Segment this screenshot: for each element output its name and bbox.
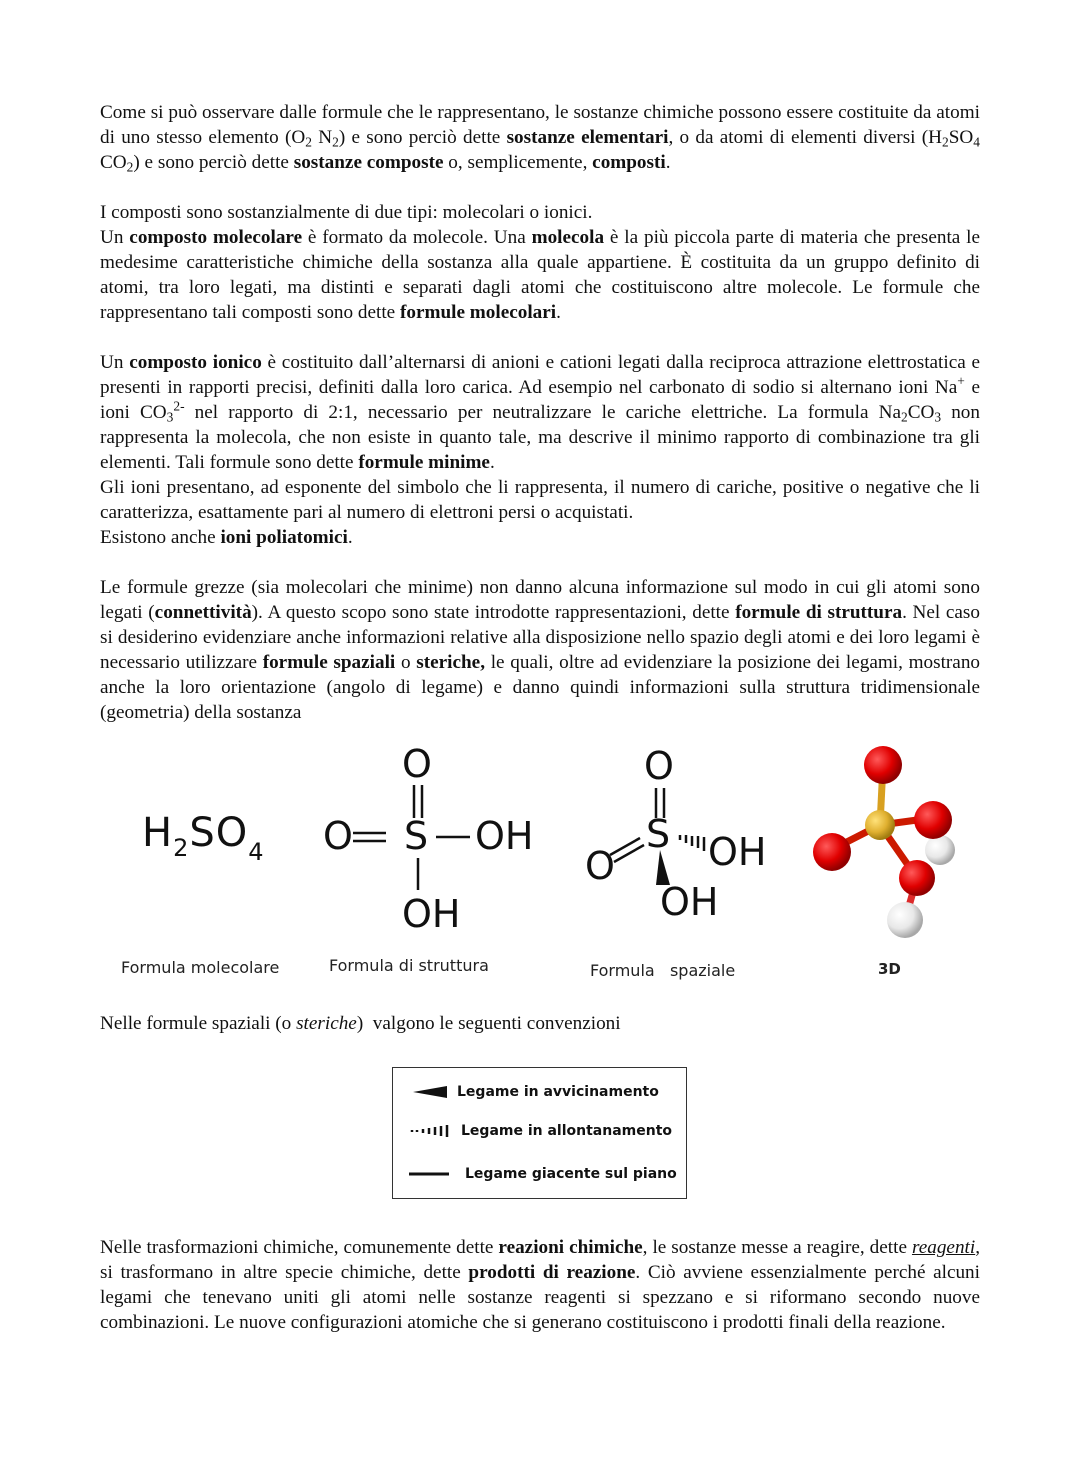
hashed-bond-icon — [403, 1119, 463, 1143]
term-molecular-compound: composto molecolare — [129, 227, 303, 248]
term-molecular-formulas: formule molecolari — [400, 302, 557, 323]
term-spatial-formulas: formule spaziali — [262, 652, 396, 673]
legend-label-wedge: Legame in avvicinamento — [457, 1084, 659, 1100]
atom-s: S — [646, 812, 671, 856]
group-oh-bottom: OH — [660, 880, 719, 924]
caption-3d: 3D — [878, 960, 901, 978]
group-oh-right: OH — [475, 814, 534, 858]
term-reagents: reagenti — [911, 1237, 976, 1258]
caption-molecular-formula: Formula molecolare — [121, 958, 280, 977]
term-structural-formulas: formule di struttura — [735, 602, 903, 623]
structural-formula — [320, 740, 550, 950]
atom-oxygen-right — [914, 801, 952, 839]
term-steric: steriche, — [416, 652, 485, 673]
group-oh-right: OH — [708, 830, 767, 874]
paragraph-molecular-compound: Un composto molecolare è formato da molecole. Una molecola è la più piccola parte di materia che presenta le medesime caratteristiche chimiche della sostanza alla quale appartiene. È costituita da un gruppo definito di atomi, tra loro legati, ma distinti e separati dagli atomi che costituiscono altre molecole. Le formule che rappresentano tali composti sono dette formule molecolari. — [100, 227, 980, 323]
legend-label-plain: Legame giacente sul piano — [465, 1166, 677, 1182]
spatial-formula — [580, 740, 780, 950]
caption-spatial-formula: Formula spaziale — [590, 961, 736, 980]
term-ionic-compound: composto ionico — [129, 352, 262, 373]
legend-item-hashed — [393, 1119, 686, 1143]
term-chemical-reactions: reazioni chimiche — [498, 1237, 643, 1258]
paragraph-polyatomic-ions: Esistono anche ioni poliatomici. — [100, 527, 353, 548]
atom-sulfur — [865, 810, 895, 840]
ball-and-stick-svg — [805, 740, 965, 950]
atom-hydrogen-back — [925, 835, 955, 865]
atom-oxygen-bottom — [899, 860, 935, 896]
paragraph-structural-formulas: Le formule grezze (sia molecolari che minime) non danno alcuna informazione sul modo in cui gli atomi sono legati (connettività). A questo scopo sono state introdotte rappresentazioni, dette formule di struttura. Nel caso si desiderino evidenziare anche informazioni relative alla disposizione nello spazio degli atomi e dei loro legami è necessario utilizzare formule spaziali o steriche, le quali, oltre ad evidenziare la posizione dei legami, mostrano anche la loro orientazione (angolo di legame) e danno quindi informazioni sulla struttura tridimensionale (geometria) della sostanza — [100, 577, 981, 723]
term-minimal-formulas: formule minime — [358, 452, 490, 473]
atom-s: S — [404, 814, 429, 858]
term-reaction-products: prodotti di reazione — [468, 1262, 636, 1283]
atom-oxygen-left — [813, 833, 851, 871]
paragraph-conventions-intro: Nelle formule spaziali (o steriche) valgono le seguenti convenzioni — [100, 1013, 621, 1034]
atom-hydrogen-front — [887, 902, 923, 938]
molecular-formula: $H_2SO_4$ — [142, 810, 265, 866]
atom-o-left: O — [323, 814, 353, 858]
sulfuric-acid-figure — [100, 740, 980, 990]
paragraph-ionic-compound: Un composto ionico è costituito dall’alternarsi di anioni e cationi legati dalla reciproca attrazione elettrostatica e presenti in rapporti precisi, definiti dalla loro carica. Ad esempio nel carbonato di sodio si alternano ioni Na+ e ioni $CO_3^{2-}$ nel rapporto di 2:1, necessario per neutralizzare le cariche elettriche. La formula $Na_2CO_3$ non rappresenta la molecola, che non esiste in quanto tale, ma descrive il minimo rapporto di combinazione tra gli elementi. Tali formule sono dette formule minime. — [100, 352, 980, 473]
term-compound-substances: sostanze composte — [293, 152, 444, 173]
legend-item-wedge — [393, 1080, 686, 1104]
atom-oxygen-top — [864, 746, 902, 784]
ball-and-stick-model — [805, 740, 965, 950]
bond-conventions-legend — [392, 1067, 687, 1199]
term-elementary-substances: sostanze elementari — [506, 127, 669, 148]
paragraph-substances: Come si può osservare dalle formule che le rappresentano, le sostanze chimiche possono essere costituite da atomi di uno stesso elemento ($O_2$ $N_2$) e sono perciò dette sostanze elementari, o da atomi di elementi diversi ($H_2SO_4$ $CO_2$) e sono perciò dette sostanze composte o, semplicemente, composti. — [100, 102, 980, 175]
plain-bond-icon — [401, 1162, 471, 1186]
atom-o-left: O — [585, 844, 615, 888]
term-polyatomic-ions: ioni poliatomici — [220, 527, 348, 548]
term-connectivity: connettività — [154, 602, 252, 623]
atom-o-top: O — [402, 742, 432, 786]
group-oh-bottom: OH — [402, 892, 461, 936]
term-molecule: molecola — [531, 227, 605, 248]
term-compounds: composti — [592, 152, 666, 173]
caption-structural-formula: Formula di struttura — [329, 956, 489, 975]
paragraph-chemical-reactions: Nelle trasformazioni chimiche, comunemente dette reazioni chimiche, le sostanze messe a reagire, dette reagenti, si trasformano in altre specie chimiche, dette prodotti di reazione. Ciò avviene essenzialmente perché alcuni legami che tenevano uniti gli atomi nelle sostanze reagenti si spezzano e si riformano secondo nuove combinazioni. Le nuove configurazioni atomiche che si generano costituiscono i prodotti finali della reazione. — [100, 1237, 980, 1333]
legend-label-hashed: Legame in allontanamento — [461, 1123, 673, 1139]
paragraph-ions-charge: Gli ioni presentano, ad esponente del simbolo che li rappresenta, il numero di cariche, positive o negative che li caratterizza, esattamente pari al numero di elettroni persi o acquistati. — [100, 477, 980, 523]
document-body — [100, 100, 980, 725]
paragraph-compound-types: I composti sono sostanzialmente di due tipi: molecolari o ionici. — [100, 202, 593, 223]
atom-o-top: O — [644, 744, 674, 788]
legend-item-plain — [393, 1162, 686, 1186]
wedge-bond-icon — [403, 1080, 463, 1104]
